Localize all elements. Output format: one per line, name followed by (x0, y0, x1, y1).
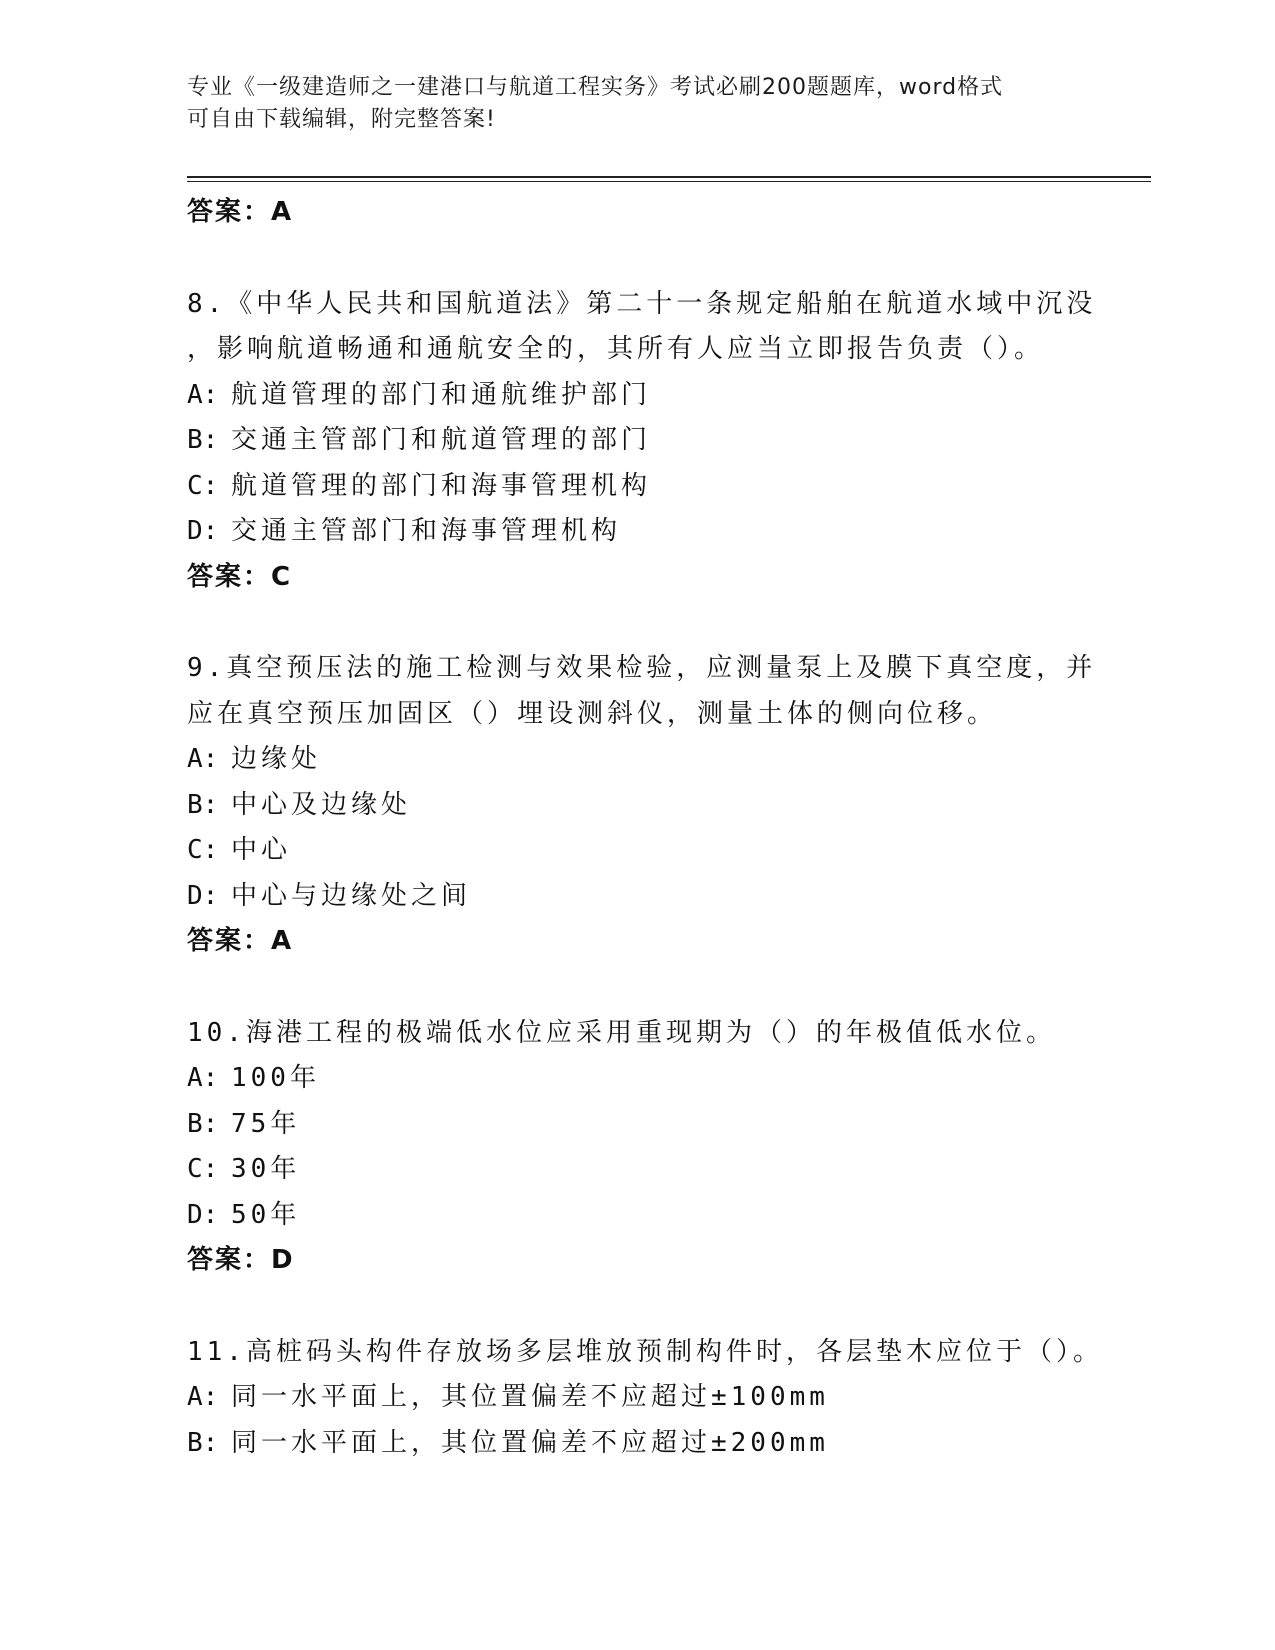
option-text: 边缘处 (231, 744, 322, 774)
answer-label: 答案：A (187, 926, 294, 956)
option-text: 航道管理的部门和海事管理机构 (231, 470, 652, 501)
option-b (187, 1421, 1087, 1467)
option-key: B: (187, 425, 219, 455)
question-text: ，影响航道畅通和通航安全的，其所有人应当立即报告负责（）。 (187, 334, 1045, 364)
option-b (187, 418, 1087, 464)
option-c (187, 464, 1087, 510)
option-key: A: (187, 744, 219, 774)
option-c (187, 1147, 1087, 1193)
header-line-1: 专业《一级建造师之一建港口与航道工程实务》考试必刷200题题库，word格式 (187, 75, 1004, 100)
question-10 (187, 1011, 1087, 1284)
option-d (187, 1193, 1087, 1239)
option-text: 100年 (231, 1063, 320, 1093)
question-text: 10.海港工程的极端低水位应采用重现期为（）的年极值低水位。 (187, 1017, 1056, 1048)
option-a (187, 737, 1087, 783)
option-key: B: (187, 1427, 219, 1458)
option-key: D: (187, 516, 219, 546)
option-text: 交通主管部门和海事管理机构 (231, 516, 622, 546)
option-b (187, 1102, 1087, 1148)
answer-label: 答案：A (187, 197, 294, 227)
question-11 (187, 1330, 1103, 1467)
option-key: A: (187, 379, 219, 410)
option-key: C: (187, 835, 219, 865)
option-text: 中心及边缘处 (231, 789, 412, 820)
option-text: 75年 (231, 1108, 301, 1139)
answer-label: 答案：C (187, 561, 293, 592)
option-text: 中心与边缘处之间 (231, 880, 472, 911)
option-key: B: (187, 1108, 219, 1139)
option-text: 50年 (231, 1199, 301, 1230)
option-a (187, 373, 1087, 419)
option-c (187, 828, 1087, 874)
option-key: C: (187, 1154, 219, 1184)
option-a (187, 1375, 1087, 1421)
option-d (187, 509, 1087, 555)
option-text: 同一水平面上，其位置偏差不应超过±200mm (231, 1427, 829, 1458)
question-text: 11.高桩码头构件存放场多层堆放预制构件时，各层垫木应位于（）。 (187, 1336, 1103, 1367)
answer-label: 答案：D (187, 1245, 295, 1275)
option-text: 中心 (231, 835, 292, 865)
option-key: D: (187, 1199, 219, 1230)
question-text: 应在真空预压加固区（）埋设测斜仪，测量土体的侧向位移。 (187, 698, 998, 729)
option-d (187, 874, 1087, 920)
question-8 (187, 282, 1097, 601)
option-key: B: (187, 789, 219, 820)
question-text: 8.《中华人民共和国航道法》第二十一条规定船舶在航道水域中沉没 (187, 288, 1097, 319)
option-key: C: (187, 470, 219, 501)
header-rule-thin (187, 181, 1151, 182)
option-key: A: (187, 1382, 219, 1412)
option-key: A: (187, 1063, 219, 1093)
question-list (187, 190, 1103, 1466)
header-line-2: 可自由下载编辑，附完整答案! (187, 107, 496, 132)
option-key: D: (187, 880, 219, 911)
option-a (187, 1056, 1087, 1102)
option-text: 航道管理的部门和通航维护部门 (231, 379, 652, 410)
question-text: 9.真空预压法的施工检测与效果检验，应测量泵上及膜下真空度，并 (187, 653, 1097, 683)
option-text: 交通主管部门和航道管理的部门 (231, 425, 652, 455)
option-text: 30年 (231, 1154, 301, 1184)
header-rule-thick (187, 176, 1151, 178)
document-header (187, 72, 1067, 136)
option-text: 同一水平面上，其位置偏差不应超过±100mm (231, 1382, 829, 1412)
option-b (187, 783, 1087, 829)
question-9 (187, 646, 1097, 965)
